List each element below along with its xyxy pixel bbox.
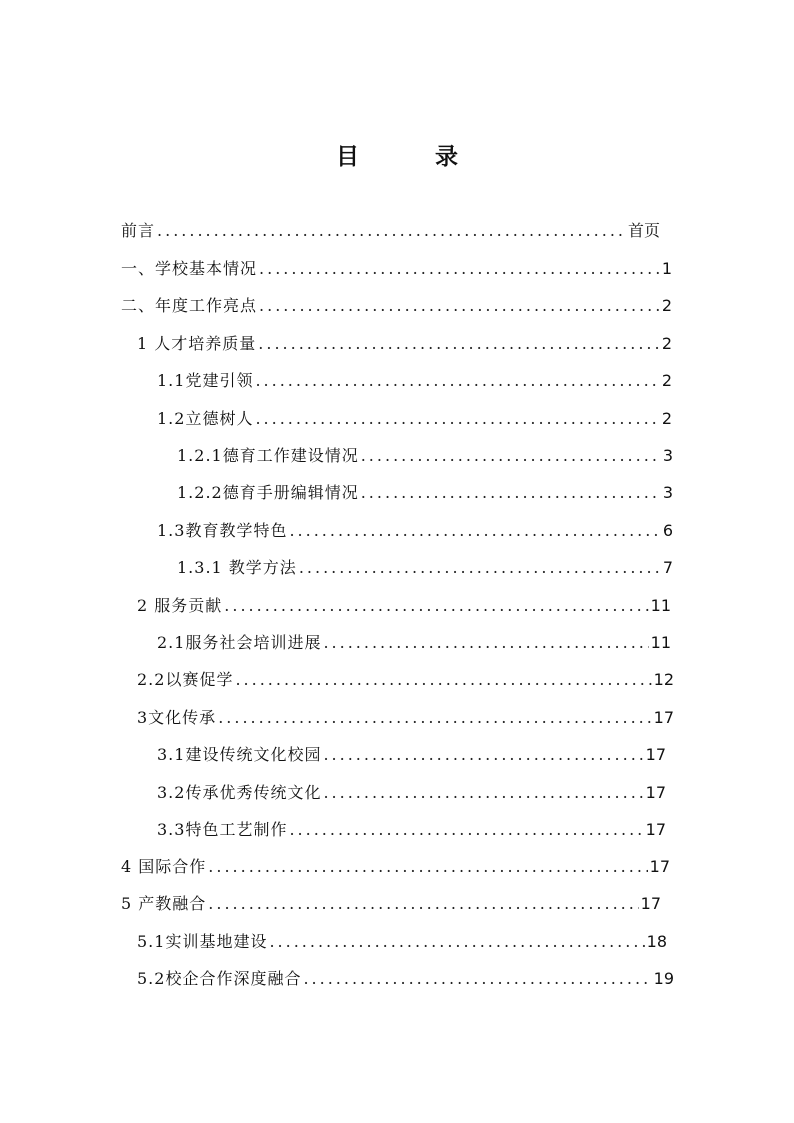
toc-entry-label: 3文化传承 (137, 708, 217, 727)
toc-entry-page: 首页 (627, 221, 660, 240)
toc-leader-dots (289, 519, 660, 543)
toc-entry-label: 前言 (121, 221, 156, 240)
toc-leader-dots (255, 407, 659, 431)
toc-entry[interactable] (121, 892, 661, 916)
toc-entry-label: 1.2.2德育手册编辑情况 (177, 483, 359, 502)
toc-leader-dots (323, 743, 643, 767)
toc-leader-dots (303, 967, 651, 991)
toc-entry[interactable] (121, 219, 660, 243)
toc-entry-label: 5 产教融合 (121, 894, 207, 913)
toc-entry[interactable] (121, 855, 670, 879)
toc-entry[interactable] (157, 743, 666, 767)
page-title: 目 录 (335, 143, 492, 170)
toc-entry-page: 17 (645, 745, 666, 764)
toc-entry[interactable] (121, 257, 672, 281)
toc-entry[interactable] (177, 481, 673, 505)
toc-leader-dots (235, 668, 651, 692)
toc-entry[interactable] (137, 594, 671, 618)
toc-leader-dots (208, 892, 638, 916)
toc-entry-label: 3.3特色工艺制作 (157, 820, 288, 839)
toc-entry-page: 3 (662, 446, 673, 465)
toc-entry[interactable] (177, 556, 673, 580)
toc-entry-page: 11 (650, 596, 671, 615)
toc-leader-dots (218, 706, 651, 730)
toc-entry-page: 2 (661, 409, 672, 428)
toc-leader-dots (361, 481, 661, 505)
toc-leader-dots (157, 219, 626, 243)
toc-entry[interactable] (137, 967, 674, 991)
toc-entry-label: 2.1服务社会培训进展 (157, 633, 322, 652)
toc-entry-label: 1.1党建引领 (157, 371, 254, 390)
toc-leader-dots (255, 369, 659, 393)
toc-entry[interactable] (137, 706, 674, 730)
toc-leader-dots (258, 332, 660, 356)
toc-entry-page: 2 (661, 296, 672, 315)
toc-entry[interactable] (137, 930, 667, 954)
toc-entry-label: 3.1建设传统文化校园 (157, 745, 322, 764)
toc-leader-dots (259, 257, 660, 281)
toc-entry[interactable] (157, 781, 666, 805)
toc-entry[interactable] (121, 294, 672, 318)
toc-leader-dots (361, 444, 661, 468)
toc-leader-dots (269, 930, 644, 954)
toc-entry-label: 4 国际合作 (121, 857, 207, 876)
toc-entry-page: 2 (661, 371, 672, 390)
toc-entry-label: 5.1实训基地建设 (137, 932, 268, 951)
toc-entry-page: 1 (661, 259, 672, 278)
toc-entry-label: 1.2立德树人 (157, 409, 254, 428)
toc-entry-page: 3 (662, 483, 673, 502)
toc-entry-page: 17 (645, 783, 666, 802)
toc-entry-page: 7 (662, 558, 673, 577)
toc-entry-label: 1.2.1德育工作建设情况 (177, 446, 359, 465)
toc-leader-dots (289, 818, 643, 842)
toc-leader-dots (323, 631, 648, 655)
toc-entry[interactable] (177, 444, 673, 468)
toc-entry-page: 17 (645, 820, 666, 839)
toc-leader-dots (224, 594, 648, 618)
toc-entry-page: 11 (650, 633, 671, 652)
toc-leader-dots (299, 556, 661, 580)
toc-leader-dots (259, 294, 660, 318)
toc-entry[interactable] (157, 519, 673, 543)
toc-entry-label: 3.2传承优秀传统文化 (157, 783, 322, 802)
toc-entry[interactable] (157, 407, 672, 431)
toc-entry-page: 18 (646, 932, 667, 951)
toc-leader-dots (323, 781, 643, 805)
toc-entry[interactable] (157, 369, 672, 393)
toc-entry-page: 12 (653, 670, 674, 689)
toc-entry-page: 17 (653, 708, 674, 727)
toc-entry-label: 1.3教育教学特色 (157, 521, 288, 540)
toc-entry-label: 1.3.1 教学方法 (177, 558, 297, 577)
toc-entry-label: 1 人才培养质量 (137, 334, 257, 353)
toc-entry-label: 二、年度工作亮点 (121, 296, 258, 315)
toc-leader-dots (208, 855, 647, 879)
toc-entry[interactable] (137, 332, 672, 356)
toc-entry-label: 5.2校企合作深度融合 (137, 969, 302, 988)
toc-entry[interactable] (157, 818, 666, 842)
toc-entry-page: 17 (649, 857, 670, 876)
toc-entry[interactable] (157, 631, 671, 655)
toc-entry-label: 2 服务贡献 (137, 596, 223, 615)
toc-entry[interactable] (137, 668, 674, 692)
toc-entry-label: 2.2以赛促学 (137, 670, 234, 689)
toc-entry-page: 19 (653, 969, 674, 988)
toc-entry-page: 6 (662, 521, 673, 540)
toc-entry-page: 17 (640, 894, 661, 913)
toc-entry-page: 2 (661, 334, 672, 353)
toc-entry-label: 一、学校基本情况 (121, 259, 258, 278)
